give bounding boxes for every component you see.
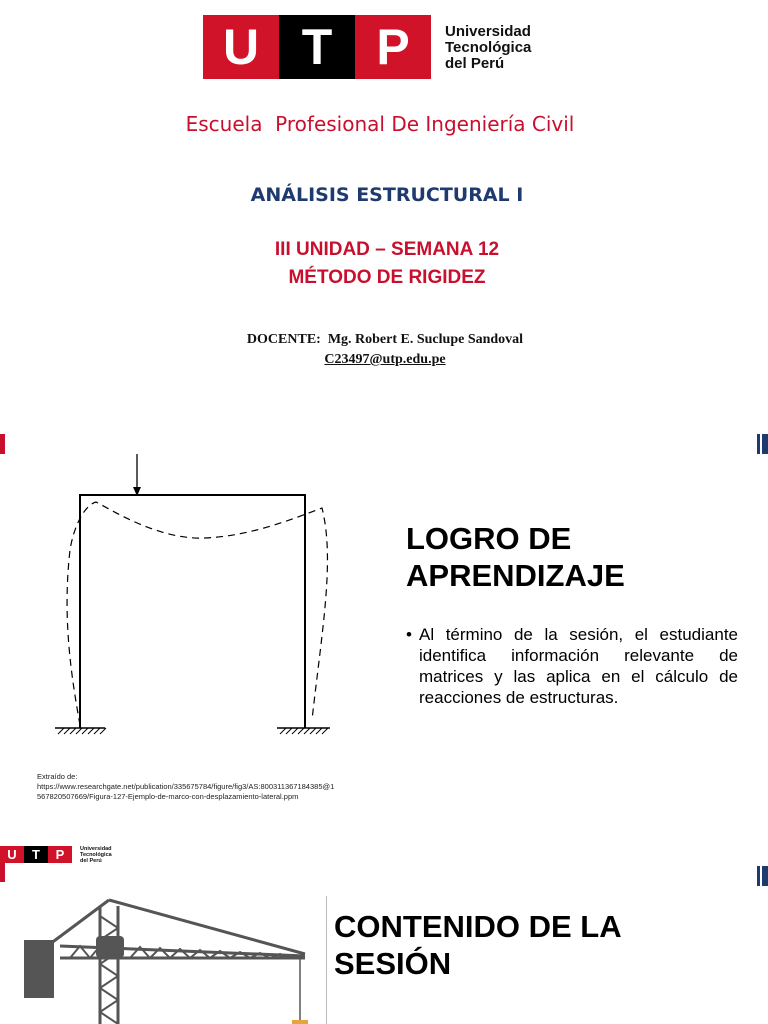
- title-line: APRENDIZAJE: [406, 558, 625, 593]
- school-title: Escuela Profesional De Ingeniería Civil: [185, 112, 575, 136]
- university-name-line: Tecnológica: [80, 852, 112, 858]
- learning-outcome-bullet: [406, 624, 738, 708]
- bullet-text: Al término de la sesión, el estudiante identifica información relevante de matrices y las aplica en el cálculo de reacciones de estructuras.: [419, 625, 738, 707]
- logo-letter-u: U: [0, 846, 24, 863]
- session-content-slide: [0, 826, 768, 1024]
- edge-marker-right: [757, 434, 768, 454]
- university-name-line: Universidad: [445, 23, 531, 40]
- divider: [326, 896, 327, 1024]
- source-label: Extraído de:: [37, 772, 78, 781]
- university-name-line: Universidad: [80, 846, 112, 852]
- edge-marker-left: [0, 434, 5, 454]
- source-url-line[interactable]: 567820507669/Figura-127-Ejemplo-de-marco-con-desplazamiento-lateral.ppm: [37, 792, 299, 801]
- logo-letter-t: T: [279, 15, 355, 79]
- instructor-email-link[interactable]: C23497@utp.edu.pe: [324, 352, 446, 367]
- title-slide: [0, 0, 768, 400]
- utp-logo: [203, 15, 431, 79]
- university-name-line: del Perú: [445, 55, 505, 72]
- logo-letter-t: T: [24, 846, 48, 863]
- university-name: [445, 24, 531, 72]
- university-name-line: Tecnológica: [445, 39, 532, 56]
- logo-letter-p: P: [355, 15, 431, 79]
- title-line: LOGRO DE: [406, 521, 572, 556]
- title-line: SESIÓN: [334, 946, 452, 981]
- source-url-line[interactable]: https://www.researchgate.net/publication/335675784/figure/fig3/AS:800311367184385@1: [37, 782, 335, 791]
- bullet-icon: •: [406, 625, 412, 644]
- edge-marker-left: [0, 862, 5, 882]
- logo-letter-p: P: [48, 846, 72, 863]
- learning-outcome-title: [406, 520, 625, 594]
- learning-outcome-slide: [0, 410, 768, 820]
- university-name-line: del Perú: [80, 858, 102, 864]
- tower-crane-icon: [20, 896, 320, 1024]
- unit-week: III UNIDAD – SEMANA 12: [274, 239, 500, 260]
- instructor-name: DOCENTE: Mg. Robert E. Suclupe Sandoval: [246, 332, 524, 347]
- utp-mini-logo: [0, 846, 72, 863]
- unit-heading: [0, 236, 768, 292]
- deformed-frame-diagram-icon: [40, 450, 340, 740]
- session-content-title: [334, 908, 622, 982]
- course-title: ANÁLISIS ESTRUCTURAL I: [250, 184, 524, 206]
- university-name: [80, 846, 112, 864]
- unit-topic: MÉTODO DE RIGIDEZ: [288, 267, 486, 288]
- image-source-note: [37, 772, 367, 802]
- edge-marker-right: [757, 866, 768, 886]
- logo-letter-u: U: [203, 15, 279, 79]
- title-line: CONTENIDO DE LA: [334, 909, 622, 944]
